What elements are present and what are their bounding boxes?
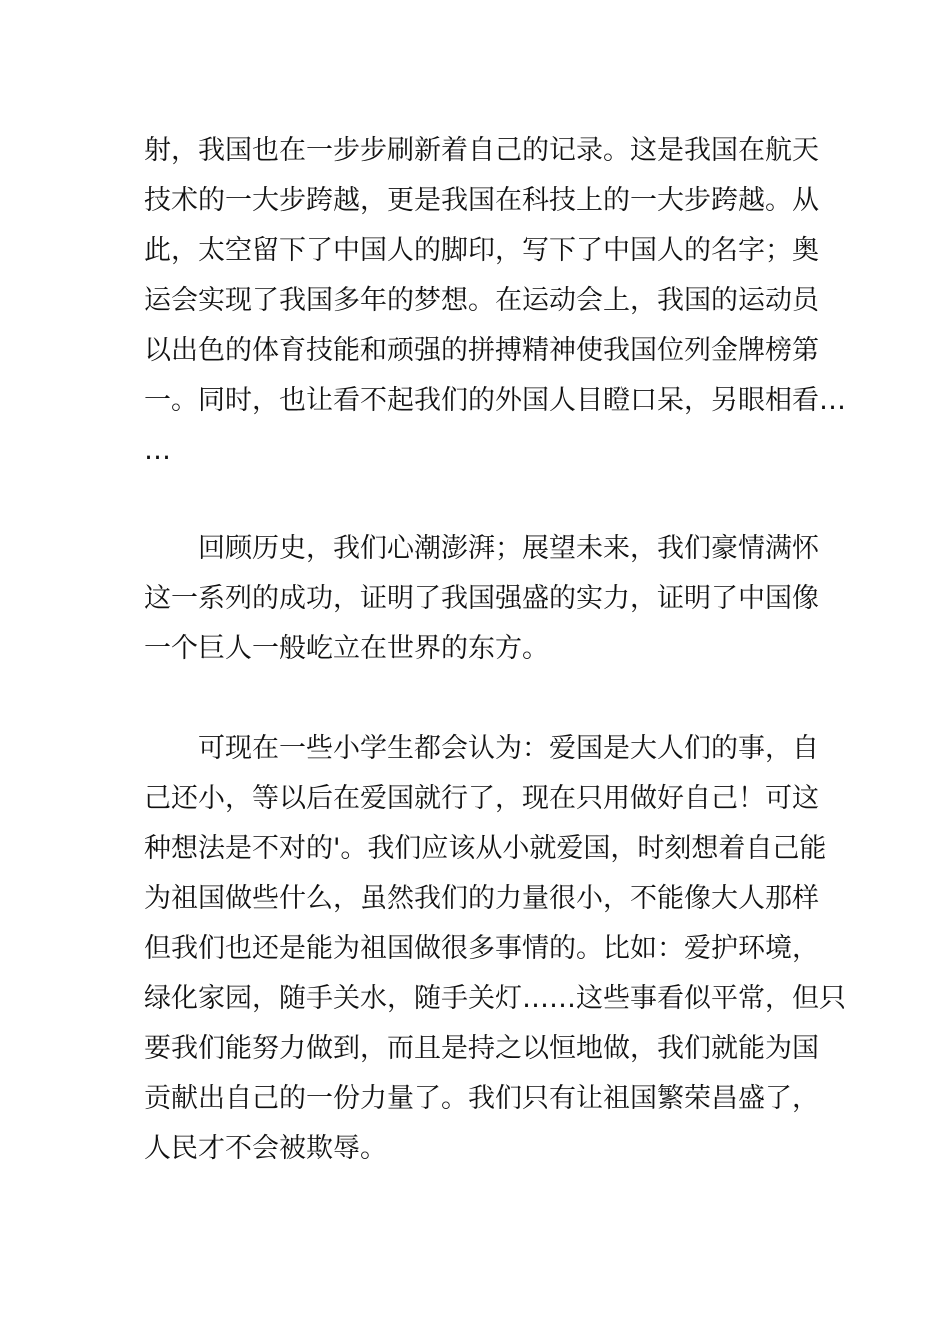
paragraph-3-line-4: 为祖国做些什么，虽然我们的力量很小，不能像大人那样: [144, 883, 819, 914]
paragraph-1-line-1: 射，我国也在一步步刷新着自己的记录。这是我国在航天: [144, 135, 819, 166]
paragraph-1-line-7: …: [144, 435, 171, 466]
paragraph-3-line-6: 绿化家园，随手关水，随手关灯……这些事看似平常，但只: [144, 983, 846, 1014]
paragraph-3-line-7: 要我们能努力做到，而且是持之以恒地做，我们就能为国: [144, 1033, 819, 1064]
paragraph-3-line-9: 人民才不会被欺辱。: [144, 1133, 387, 1164]
paragraph-2-line-3: 一个巨人一般屹立在世界的东方。: [144, 633, 549, 664]
paragraph-3-line-8: 贡献出自己的一份力量了。我们只有让祖国繁荣昌盛了，: [144, 1083, 819, 1114]
paragraph-1-line-5: 以出色的体育技能和顽强的拼搏精神使我国位列金牌榜第: [144, 335, 819, 366]
paragraph-3-line-2: 己还小，等以后在爱国就行了，现在只用做好自己！可这: [144, 783, 819, 814]
paragraph-1-line-4: 运会实现了我国多年的梦想。在运动会上，我国的运动员: [144, 285, 819, 316]
paragraph-1-line-2: 技术的一大步跨越，更是我国在科技上的一大步跨越。从: [144, 185, 819, 216]
paragraph-3-line-1: 可现在一些小学生都会认为：爱国是大人们的事，自: [198, 733, 819, 764]
paragraph-2-line-2: 这一系列的成功，证明了我国强盛的实力，证明了中国像: [144, 583, 819, 614]
paragraph-1-line-3: 此，太空留下了中国人的脚印，写下了中国人的名字；奥: [144, 235, 819, 266]
paragraph-1-line-6: 一。同时，也让看不起我们的外国人目瞪口呆，另眼相看…: [144, 385, 846, 416]
paragraph-3-line-5: 但我们也还是能为祖国做很多事情的。比如：爱护环境，: [144, 933, 819, 964]
paragraph-2-line-1: 回顾历史，我们心潮澎湃；展望未来，我们豪情满怀: [198, 533, 819, 564]
paragraph-3-line-3: 种想法是不对的'。我们应该从小就爱国，时刻想着自己能: [144, 833, 827, 864]
